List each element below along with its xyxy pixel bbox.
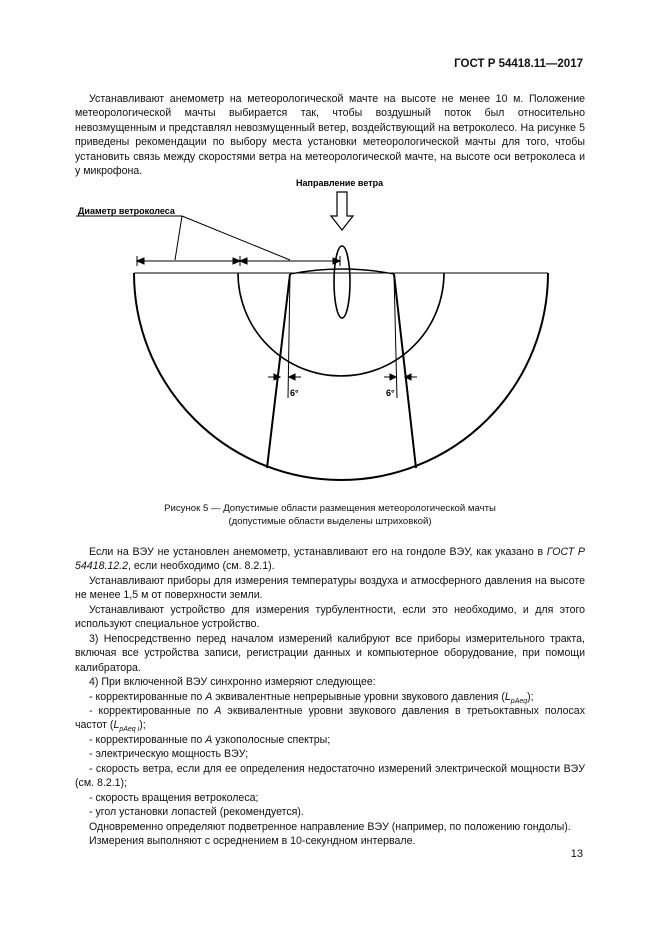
inner-arc [238,273,444,376]
list-item: - корректированные по А узкополосные спектры; [89,734,331,746]
angle-label-right: 6° [386,388,395,398]
body-paragraph-6: Одновременно определяют подветренное направление ВЭУ (например, по положению гондолы). [89,821,571,833]
intro-paragraph: Устанавливают анемометр на метеорологической мачте на высоте не менее 10 м. Положение метеорологической мачты выбирается так, чтобы воздушный поток был относительно невозмущенным и представлял невозмущенный ветер, воздействующий на ветроколесо. На рисунке 5 приведены рекомендации по выбору места установки метеорологической мачты для того, чтобы установить связь между скоростями ветра на метеорологической мачте, на высоте оси ветроколеса и у микрофона. [75,93,585,178]
body-paragraph-3: Устанавливают устройство для измерения турбулентности, если это необходимо, и для этого используют специальное устройство. [75,604,585,631]
figure-caption-line-1: Рисунок 5 — Допустимые области размещения метеорологической мачты [164,503,496,514]
document-header: ГОСТ Р 54418.11—2017 [454,58,583,70]
right-boundary-line [394,274,416,468]
label-leader-2 [182,216,290,260]
wind-arrow [331,192,353,230]
wind-direction-label: Направление ветра [296,178,384,188]
list-item: - корректированные по А эквивалентные непрерывные уровни звукового давления $(L_{pAeq})$; [89,691,534,706]
body-paragraph-2: Устанавливают приборы для измерения температуры воздуха и атмосферного давления на высоте не менее 1,5 м от поверхности земли. [75,575,585,602]
rotor-diameter-label: Диаметр ветроколеса [78,206,175,216]
list-item: - корректированные по А эквивалентные уровни звукового давления в третьоктавных полосах частот $(L_{pAeq i})$; [75,705,585,734]
body-paragraph-7: Измерения выполняют с осреднением в 10-секундном интервале. [89,835,416,847]
list-item: - скорость вращения ветроколеса; [89,792,259,804]
list-item: - скорость ветра, если для ее определения недостаточно измерений электрической мощности ВЭУ (см. 8.2.1); [75,763,585,790]
left-boundary-line [267,274,290,468]
page-number: 13 [570,848,583,860]
list-item: - угол установки лопастей (рекомендуется). [89,806,304,818]
body-paragraph-5: 4) При включенной ВЭУ синхронно измеряют следующее: [89,676,376,688]
body-paragraph-1: Если на ВЭУ не установлен анемометр, устанавливают его на гондоле ВЭУ, как указано в ГОСТ Р 54418.12.2, если необходимо (см. 8.2.1). [75,546,585,573]
label-leader-1 [175,216,182,260]
rotor-ellipse [334,246,350,318]
figure-caption-line-2: (допустимые области выделены штриховкой) [228,516,432,527]
list-item: - электрическую мощность ВЭУ; [89,748,249,760]
angle-label-left: 6° [290,388,299,398]
body-paragraph-4: 3) Непосредственно перед началом измерений калибруют все приборы измерительного тракта, включая все устройства записи, регистрации данных и компьютерное оборудование, при помощи калибратора. [75,633,585,674]
standard-reference: ГОСТ Р 54418.12.2 [75,546,585,573]
figure-5-diagram [0,170,661,500]
